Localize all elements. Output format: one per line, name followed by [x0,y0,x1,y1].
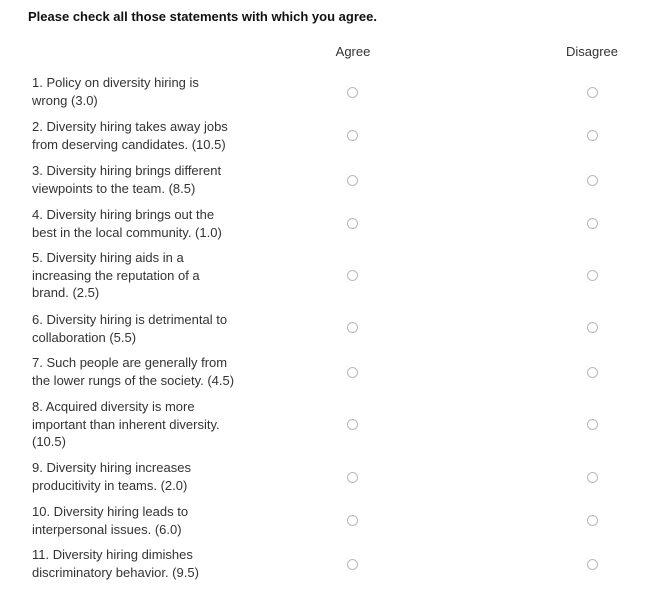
disagree-radio[interactable] [587,559,598,570]
statement-label: 3. Diversity hiring brings different viewpoints to the team. (8.5) [32,163,222,196]
agree-radio[interactable] [347,175,358,186]
statement-label: 10. Diversity hiring leads to interpersonal issues. (6.0) [32,504,189,537]
statement-label: 4. Diversity hiring brings out the best in the local community. (1.0) [32,207,222,240]
disagree-radio[interactable] [587,472,598,483]
agree-radio[interactable] [347,515,358,526]
statement-label: 9. Diversity hiring increases producitivity in teams. (2.0) [32,460,191,493]
agree-radio[interactable] [347,367,358,378]
statement-label: 8. Acquired diversity is more important than inherent diversity. (10.5) [32,399,220,449]
agree-radio[interactable] [347,419,358,430]
agree-radio[interactable] [347,559,358,570]
statement-label: 2. Diversity hiring takes away jobs from deserving candidates. (10.5) [32,119,228,152]
column-header-disagree: Disagree [565,44,619,59]
disagree-radio[interactable] [587,130,598,141]
statement-label: 6. Diversity hiring is detrimental to collaboration (5.5) [32,312,228,345]
agree-radio[interactable] [347,218,358,229]
question-title: Please check all those statements with which you agree. [28,9,377,24]
agree-radio[interactable] [347,270,358,281]
disagree-radio[interactable] [587,515,598,526]
disagree-radio[interactable] [587,419,598,430]
statement-label: 11. Diversity hiring dimishes discriminatory behavior. (9.5) [32,547,199,580]
statement-label: 5. Diversity hiring aids in a increasing the reputation of a brand. (2.5) [32,250,200,300]
statement-label: 7. Such people are generally from the lower rungs of the society. (4.5) [32,355,235,388]
agree-radio[interactable] [347,322,358,333]
disagree-radio[interactable] [587,175,598,186]
disagree-radio[interactable] [587,87,598,98]
disagree-radio[interactable] [587,322,598,333]
disagree-radio[interactable] [587,218,598,229]
agree-radio[interactable] [347,472,358,483]
statement-label: 1. Policy on diversity hiring is wrong (3.0) [32,75,199,108]
column-header-agree: Agree [335,44,371,59]
agree-radio[interactable] [347,130,358,141]
agree-radio[interactable] [347,87,358,98]
disagree-radio[interactable] [587,270,598,281]
disagree-radio[interactable] [587,367,598,378]
